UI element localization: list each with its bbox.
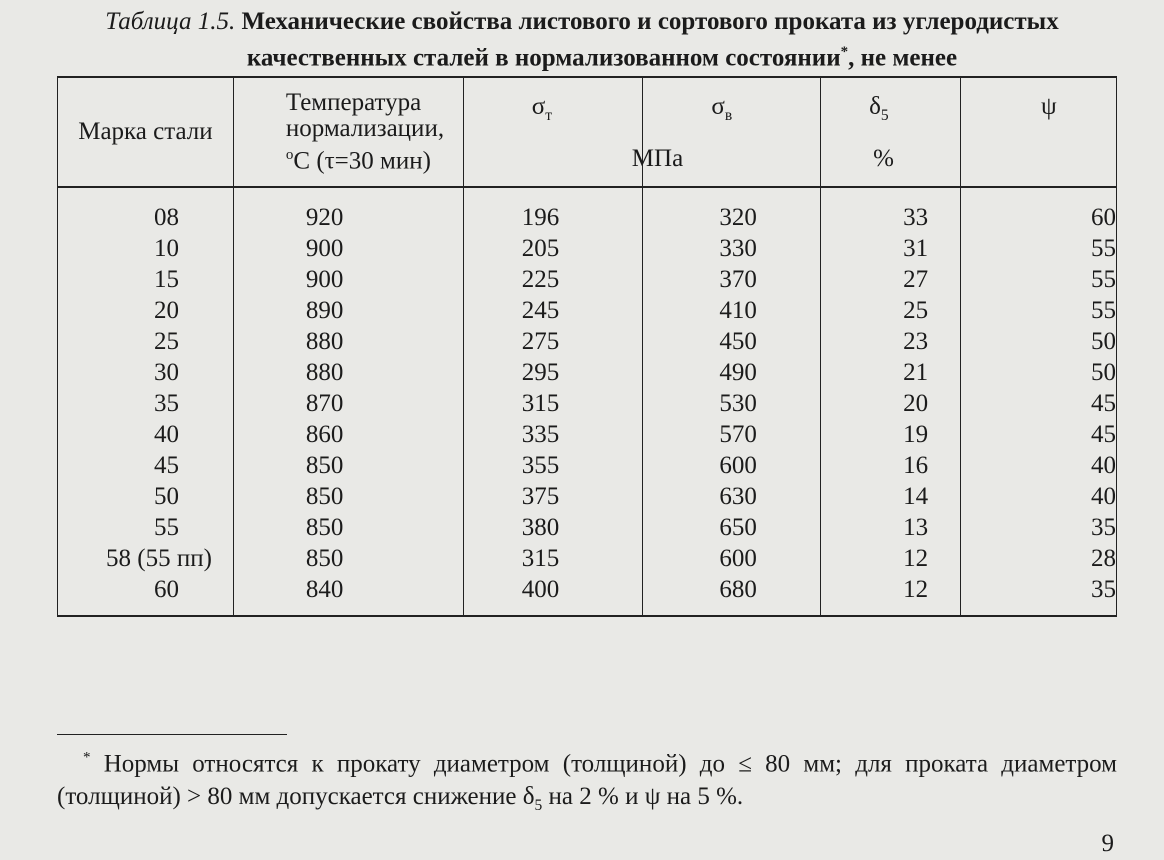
header-sigma-t: [463, 77, 684, 187]
cell-delta5: 19: [821, 419, 961, 450]
cell-psi: 35: [961, 574, 1117, 616]
cell-sigma-b: 530: [643, 388, 821, 419]
cell-psi: 50: [961, 326, 1117, 357]
table-row: [58, 357, 1117, 388]
cell-grade: 15: [58, 264, 234, 295]
table-row: [58, 295, 1117, 326]
cell-sigma-b: 450: [643, 326, 821, 357]
cell-sigma-b: 330: [643, 233, 821, 264]
cell-temp: 880: [233, 326, 463, 357]
cell-sigma-b: 490: [643, 357, 821, 388]
cell-grade: 35: [58, 388, 234, 419]
cell-sigma-t: 400: [463, 574, 643, 616]
header-percent-unit: %: [873, 145, 894, 172]
cell-psi: 55: [961, 264, 1117, 295]
page-number: 9: [1101, 830, 1114, 857]
cell-psi: 35: [961, 512, 1117, 543]
header-grade-text: Марка стали: [78, 118, 213, 145]
header-sigma-t-letter: σ: [531, 93, 546, 120]
table-row: [58, 388, 1117, 419]
table-caption-title-end: , не менее: [848, 44, 958, 72]
cell-psi: 45: [961, 388, 1117, 419]
header-sigma-b-letter: σ: [711, 93, 725, 120]
cell-temp: 880: [233, 357, 463, 388]
header-psi: [961, 77, 1117, 187]
cell-sigma-t: 315: [463, 388, 643, 419]
cell-sigma-b: 630: [643, 481, 821, 512]
table-header-row: [58, 77, 1117, 187]
cell-grade: 45: [58, 450, 234, 481]
cell-delta5: 21: [821, 357, 961, 388]
table-row: [58, 481, 1117, 512]
table-caption-title-line1: Механические свойства листового и сортового проката из углеродистых: [241, 8, 1059, 35]
table-caption: [0, 6, 1164, 73]
cell-grade: 55: [58, 512, 234, 543]
header-sigma-b: [643, 77, 821, 187]
header-delta5-letter: δ: [869, 93, 881, 120]
cell-sigma-b: 370: [643, 264, 821, 295]
header-delta5-symbol: [869, 94, 889, 129]
cell-psi: 55: [961, 295, 1117, 326]
table-row: [58, 512, 1117, 543]
header-stress-unit: МПа: [631, 145, 684, 172]
cell-delta5: 20: [821, 388, 961, 419]
cell-grade: 40: [58, 419, 234, 450]
header-sigma-b-sub: в: [724, 107, 733, 124]
cell-temp: 850: [233, 481, 463, 512]
table-row: [58, 450, 1117, 481]
cell-grade: 58 (55 пп): [58, 543, 234, 574]
header-temp-line2: нормализации,: [285, 114, 445, 142]
header-delta5: [821, 77, 961, 187]
cell-grade: 25: [58, 326, 234, 357]
cell-psi: 60: [961, 187, 1117, 233]
header-grade: [58, 77, 234, 187]
table-row: [58, 543, 1117, 574]
cell-temp: 900: [233, 264, 463, 295]
header-delta5-sub: 5: [880, 107, 889, 124]
footnote-text-sub: 5: [534, 797, 543, 815]
table-row: [58, 419, 1117, 450]
cell-sigma-t: 275: [463, 326, 643, 357]
cell-grade: 20: [58, 295, 234, 326]
table-row: [58, 574, 1117, 616]
table-row: [58, 233, 1117, 264]
table-caption-label: Таблица 1.5.: [105, 8, 236, 35]
table-caption-star: *: [840, 44, 849, 60]
cell-sigma-t: 375: [463, 481, 643, 512]
cell-temp: 920: [233, 187, 463, 233]
header-temp-line1: Температура: [285, 88, 422, 116]
cell-sigma-b: 600: [643, 543, 821, 574]
cell-temp: 860: [233, 419, 463, 450]
cell-delta5: 12: [821, 574, 961, 616]
cell-psi: 40: [961, 450, 1117, 481]
cell-sigma-t: 245: [463, 295, 643, 326]
cell-temp: 900: [233, 233, 463, 264]
cell-temp: 840: [233, 574, 463, 616]
cell-grade: 60: [58, 574, 234, 616]
footnote-text-part2: на 2 % и ψ на 5 %.: [542, 783, 744, 811]
footnote: [57, 742, 1117, 822]
header-sigma-b-symbol: [711, 94, 732, 129]
cell-delta5: 31: [821, 233, 961, 264]
cell-sigma-b: 600: [643, 450, 821, 481]
footnote-star: [57, 750, 91, 777]
cell-temp: 850: [233, 512, 463, 543]
cell-sigma-b: 410: [643, 295, 821, 326]
cell-grade: 30: [58, 357, 234, 388]
cell-delta5: 25: [821, 295, 961, 326]
table-caption-title-line2-wrap: [0, 37, 1164, 73]
cell-sigma-t: 335: [463, 419, 643, 450]
cell-delta5: 16: [821, 450, 961, 481]
cell-psi: 28: [961, 543, 1117, 574]
mechanical-properties-table: [57, 76, 1117, 617]
cell-sigma-t: 225: [463, 264, 643, 295]
footnote-text-part1: Нормы относятся к прокату диаметром (толщиной) до ≤ 80 мм; для проката диаметром (толщиной) > 80 мм допускается снижение δ: [57, 750, 1117, 811]
cell-sigma-b: 570: [643, 419, 821, 450]
cell-sigma-t: 205: [463, 233, 643, 264]
header-temperature: [233, 77, 463, 187]
header-psi-symbol: ψ: [1041, 93, 1057, 120]
footnote-divider: [57, 734, 287, 735]
cell-sigma-b: 320: [643, 187, 821, 233]
cell-delta5: 27: [821, 264, 961, 295]
header-sigma-t-sub: т: [545, 107, 553, 124]
cell-delta5: 12: [821, 543, 961, 574]
cell-temp: 890: [233, 295, 463, 326]
cell-delta5: 14: [821, 481, 961, 512]
cell-delta5: 13: [821, 512, 961, 543]
cell-delta5: 33: [821, 187, 961, 233]
header-sigma-t-symbol: [532, 94, 552, 129]
cell-sigma-t: 315: [463, 543, 643, 574]
cell-psi: 55: [961, 233, 1117, 264]
cell-sigma-t: 295: [463, 357, 643, 388]
cell-delta5: 23: [821, 326, 961, 357]
cell-temp: 850: [233, 450, 463, 481]
table-row: [58, 326, 1117, 357]
footnote-star-mark: *: [83, 750, 91, 766]
cell-grade: 10: [58, 233, 234, 264]
cell-psi: 50: [961, 357, 1117, 388]
cell-sigma-b: 680: [643, 574, 821, 616]
cell-grade: 08: [58, 187, 234, 233]
cell-temp: 850: [233, 543, 463, 574]
table-row: [58, 187, 1117, 233]
cell-sigma-t: 355: [463, 450, 643, 481]
cell-sigma-b: 650: [643, 512, 821, 543]
table-row: [58, 264, 1117, 295]
cell-grade: 50: [58, 481, 234, 512]
header-temp-degree: o: [285, 146, 294, 163]
cell-psi: 40: [961, 481, 1117, 512]
cell-sigma-t: 380: [463, 512, 643, 543]
cell-temp: 870: [233, 388, 463, 419]
cell-sigma-t: 196: [463, 187, 643, 233]
cell-psi: 45: [961, 419, 1117, 450]
table-caption-title-line2: качественных сталей в нормализованном состоянии: [246, 44, 841, 72]
header-temp-line3: С (τ=30 мин): [293, 147, 431, 175]
